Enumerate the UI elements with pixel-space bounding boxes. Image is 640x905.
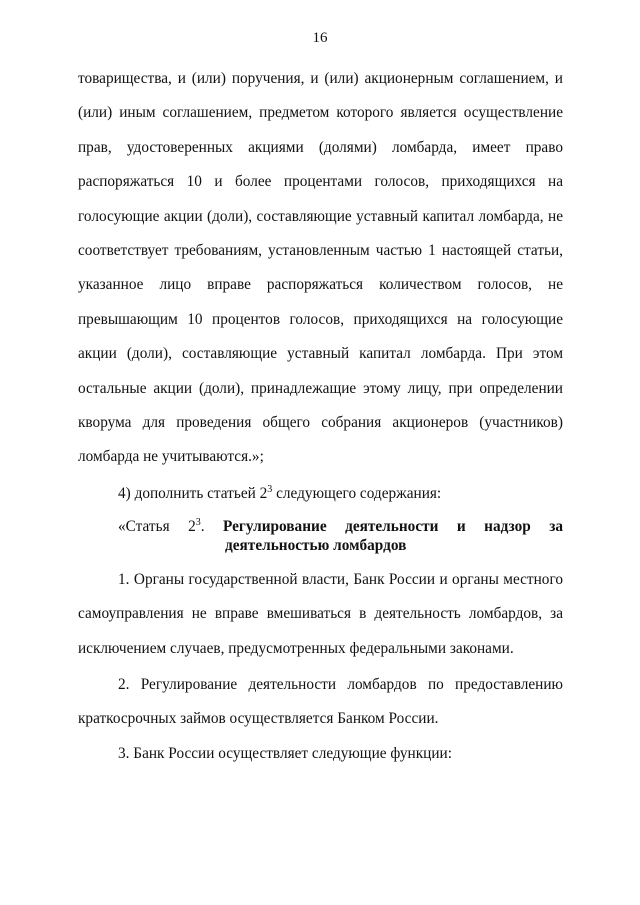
text-line: остальные акции (доли), принадлежащие этому лицу, при определении xyxy=(78,379,563,397)
text-line: указанное лицо вправе распоряжаться количеством голосов, не xyxy=(78,276,563,294)
point-3-paragraph xyxy=(78,737,563,771)
text-line: (или) иным соглашением, предметом которого является осуществление xyxy=(78,104,563,122)
text-line: самоуправления не вправе вмешиваться в деятельность ломбардов, за xyxy=(78,605,563,623)
heading-word: деятельности xyxy=(345,518,439,535)
text-line: ломбарда не учитываются.»; xyxy=(78,448,264,466)
point-1-paragraph xyxy=(78,563,563,666)
heading-word: и xyxy=(456,518,466,535)
paragraph-continuation xyxy=(78,62,563,475)
item-4-text xyxy=(78,477,563,511)
item-4-superscript: 3 xyxy=(267,483,273,495)
text-line: кворума для проведения общего собрания акционеров (участников) xyxy=(78,414,563,432)
text-line: 1. Органы государственной власти, Банк России и органы местного xyxy=(118,571,563,588)
text-line: краткосрочных займов осуществляется Банком России. xyxy=(78,710,439,728)
text-line: исключением случаев, предусмотренных федеральными законами. xyxy=(78,639,514,657)
item-4-paragraph xyxy=(78,477,563,511)
item-4-suffix: следующего содержания: xyxy=(272,485,442,502)
article-heading xyxy=(118,517,563,555)
text-line: 2. Регулирование деятельности ломбардов по предоставлению xyxy=(118,676,563,693)
item-4-prefix: 4) дополнить статьей 2 xyxy=(118,485,268,502)
text-line: прав, удостоверенных акциями (долями) ломбарда, имеет право xyxy=(78,138,563,156)
article-heading-line-1 xyxy=(118,517,563,536)
text-line: 3. Банк России осуществляет следующие функции: xyxy=(118,745,452,762)
text-line: акции (доли), составляющие уставный капитал ломбарда. При этом xyxy=(78,345,563,363)
point-2-paragraph xyxy=(78,668,563,737)
text-line: товарищества, и (или) поручения, и (или) акционерным соглашением, и xyxy=(78,70,563,87)
text-line: превышающим 10 процентов голосов, приходящихся на голосующие xyxy=(78,310,563,328)
text-line: соответствует требованиям, установленным частью 1 настоящей статьи, xyxy=(78,242,563,260)
article-heading-line-2: деятельностью ломбардов xyxy=(225,537,407,554)
heading-word: за xyxy=(549,518,563,535)
page-number: 16 xyxy=(312,30,328,46)
text-line: распоряжаться 10 и более процентами голосов, приходящихся на xyxy=(78,173,563,191)
article-word: «Статья xyxy=(118,518,170,535)
heading-word: Регулирование xyxy=(222,518,327,535)
text-line: голосующие акции (доли), составляющие уставный капитал ломбарда, не xyxy=(78,207,563,225)
article-number: $2^3$. xyxy=(188,516,205,535)
heading-word: надзор xyxy=(484,518,531,535)
